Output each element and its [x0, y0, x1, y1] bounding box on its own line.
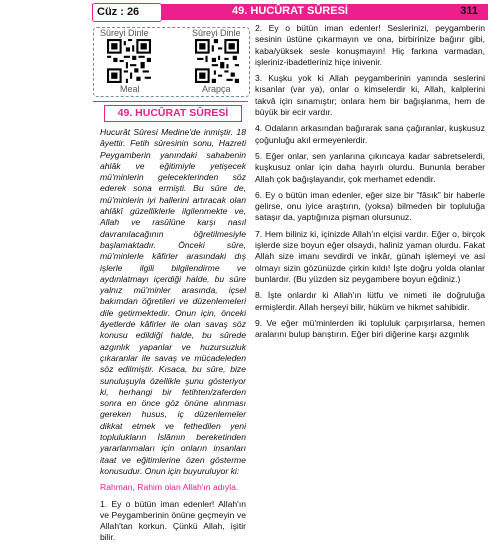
qr-label-arabic: Arapça: [202, 84, 231, 94]
verse-1: 1. Ey o bütün iman edenler! Allah'ın ve Peygamberinin önüne geçmeyin ve Allah'tan korkun. Çünkü Allah, işitir bilir.: [100, 498, 246, 543]
verse-6: 6. Ey o bütün iman edenler, eğer size bir "fâsık" bir haberle gelirse, onu iyice araştırın, (yoksa) bilmeden bir topluluğa sataşır da, yaptığınıza pişman olursunuz.: [255, 189, 485, 223]
cuz-label: Cüz : 26: [97, 6, 140, 18]
header-surah-title: 49. HUCÛRAT SÛRESİ: [232, 5, 348, 17]
qr-heading-right: Sûreyi Dinle: [192, 28, 241, 38]
cuz-badge: [92, 3, 162, 22]
verse-8: 8. İşte onlardır ki Allah'ın lütfu ve nimeti ile doğruluğa ermişlerdir. Allah herşeyi bilir, hüküm ve hikmet sahibidir.: [255, 290, 485, 312]
verse-5: 5. Eğer onlar, sen yanlarına çıkıncaya kadar sabretselerdi, kuşkusuz onlar için daha hayırlı olurdu. Bununla beraber Allah çok bağışlayandır, çok merhamet edendir.: [255, 150, 485, 184]
qr-panel: [93, 27, 250, 97]
verse-7: 7. Hem biliniz ki, içinizde Allah'ın elçisi vardır. Eğer o, birçok işlerde size boyun eğer olsaydı, haliniz yaman olurdu. Fakat Allah size imanı sevdirdi ve inkâr, günah işlemeyi ve asi olmayı sizin gözünüzde çirkin kıldı! İşte doğru yolda olanlar bunlardır. (Bu yüzden siz peygambere boyun eğdiniz.): [255, 228, 485, 284]
section-surah-title: 49. HUCÛRAT SÛRESİ: [104, 105, 242, 122]
verse-4: 4. Odaların arkasından bağırarak sana çağıranlar, kuşkusuz çoğunluğu akıl ermeyenlerdir.: [255, 123, 485, 145]
verse-9: 9. Ve eğer mü'minlerden iki topluluk çarpışırlarsa, hemen aralarını bulup barıştırın. Eğer biri diğerine karşı azgınlık: [255, 317, 485, 340]
verse-3: 3. Kuşku yok ki Allah peygamberinin yanında seslerini kısanlar (var ya), onlar o kimselerdir ki, Allah, kalplerini takvâ için sınamıştır; onlara hem bir bağışlanma, hem de büyük bir ecir vardır.: [255, 73, 485, 118]
qr-label-meal: Meal: [120, 84, 140, 94]
divider-top: [93, 101, 248, 102]
qr-code-meal-icon[interactable]: [106, 39, 152, 83]
intro-column: [100, 127, 246, 549]
verses-column: [255, 23, 485, 345]
verse-2: 2. Ey o bütün iman edenler! Seslerinizi, peygamberin sesinin üstüne çıkarmayın ve ona, birbirinize bağırır gibi, kaba/yüksek sesle konuşmayın! Hiç farkına varmadan, işleriniz-ibadetleriniz hiçe inivenir.: [255, 23, 485, 67]
intro-paragraph: Hucurât Sûresi Medine'de inmiştir. 18 âyettir. Fetih sûresinin sonu, Hazreti Peygamberin yanındaki sahabenin ahlâk ve eğitimiyle yetişecek mü'minlerin geleceklerinden söz ederek sona ermişti. Bu sûre de, mü'minlerin iyi hallerini artıracak olan ahlâkî güzelliklerle ilgilenmekte ve, Allah ve rasûlüne karşı nasıl davranılacağının öğretilmesiyle başlamaktadır. Önceki sûre, mü'minlerle kâfirler arasındaki dış işlerle ilgili bilgilendirme ve aydınlatmayı içerdiği halde, bu sûre yalnız mü'minler arasında, içsel bakımdan öğretileri ve düzenlemeleri dile getirmektedir. Onun için, önceki âyetlerde kâfirler ile olan savaş söz konusu edildiği halde, bu sûrede azgınlık yapanlar ve huzursuzluk çıkaranlar ile savaş ve mücadeleden söz edilmiştir. Kısaca, bu sûre, bize sunuluşuyla özellikle şunu gösteriyor ki, herhangi bir fetihten/zaferden sonra en önce göz önüne alınması gereken husus, iç düzenlemeler dikkat etmek ve fethedilen yeni toplulukların İslâmın bereketinden yararlanmaları için onların insanları itaat ve eğitimlerine özen gösterme konusudur. Onun için buyuruluyor ki:: [100, 127, 246, 476]
qr-code-arabic-icon[interactable]: [194, 39, 240, 83]
basmala: Rahman, Rahim olan Allah'ın adıyla.: [100, 482, 239, 493]
page-number: 311: [460, 5, 478, 17]
qr-heading-left: Sûreyi Dinle: [100, 28, 149, 38]
